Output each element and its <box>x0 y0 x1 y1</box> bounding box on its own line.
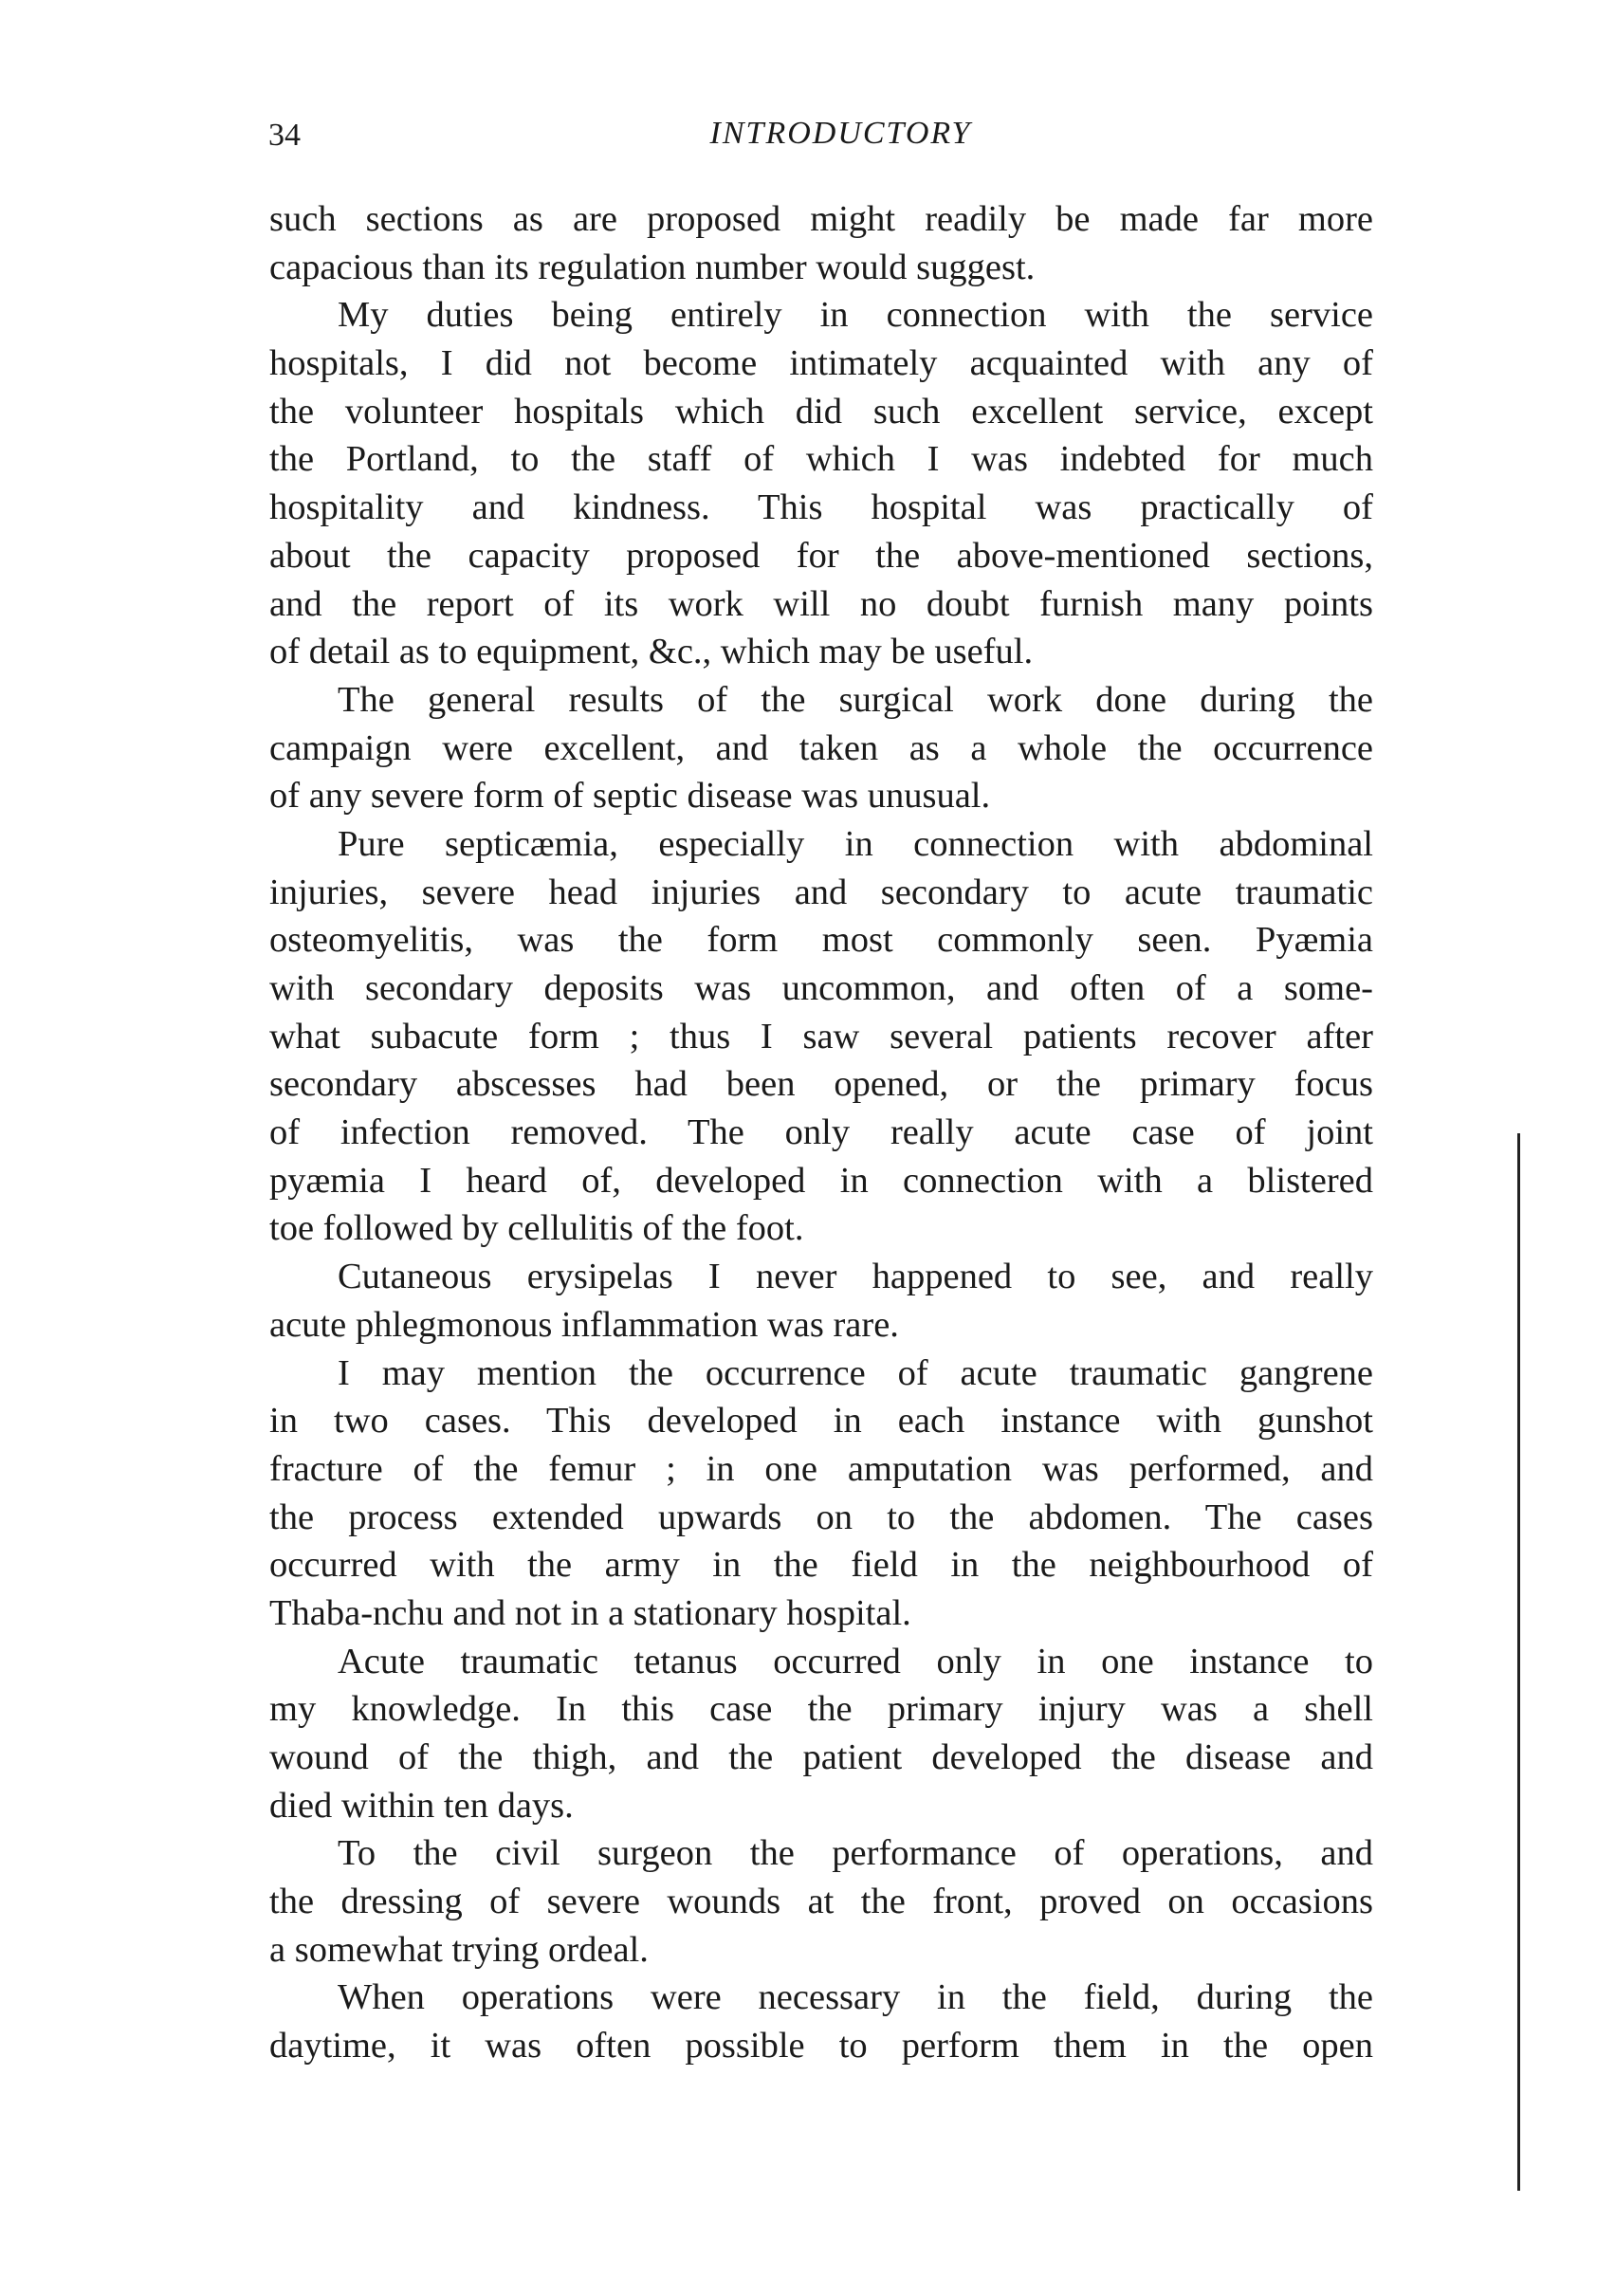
page-number: 34 <box>268 118 301 153</box>
text-line: toe followed by cellulitis of the foot. <box>269 1208 804 1249</box>
text-line: osteomyelitis, was the form most commonly seen. Pyæmia <box>269 920 1373 961</box>
text-line: and the report of its work will no doubt furnish many points <box>269 583 1373 624</box>
text-line: of any severe form of septic disease was unusual. <box>269 776 991 817</box>
text-line: the Portland, to the staff of which I was indebted for much <box>269 439 1373 480</box>
text-line: with secondary deposits was uncommon, and often of a some- <box>269 968 1373 1008</box>
text-line: the volunteer hospitals which did such excellent service, except <box>269 391 1373 432</box>
text-line: a somewhat trying ordeal. <box>269 1929 649 1970</box>
text-line: acute phlegmonous inflammation was rare. <box>269 1304 899 1345</box>
text-line: secondary abscesses had been opened, or the primary focus <box>269 1064 1373 1105</box>
text-line: Pure septicæmia, especially in connection with abdominal <box>338 823 1373 864</box>
text-line: hospitality and kindness. This hospital was practically of <box>269 487 1373 528</box>
text-line: died within ten days. <box>269 1785 574 1826</box>
text-line: campaign were excellent, and taken as a whole the occurrence <box>269 727 1373 768</box>
text-line: the dressing of severe wounds at the front, proved on occasions <box>269 1882 1373 1922</box>
text-line: The general results of the surgical work done during the <box>338 679 1373 720</box>
text-line: Acute traumatic tetanus occurred only in one instance to <box>338 1641 1373 1681</box>
text-line: pyæmia I heard of, developed in connection with a blistered <box>269 1160 1373 1201</box>
text-line: of infection removed. The only really acute case of joint <box>269 1112 1373 1153</box>
text-line: My duties being entirely in connection with the service <box>338 295 1373 336</box>
text-line: I may mention the occurrence of acute traumatic gangrene <box>338 1352 1373 1393</box>
text-line: When operations were necessary in the field, during the <box>338 1977 1373 2018</box>
text-line: such sections as are proposed might readily be made far more <box>269 199 1373 239</box>
text-line: capacious than its regulation number would suggest. <box>269 247 1036 287</box>
text-line: fracture of the femur ; in one amputation was performed, and <box>269 1448 1373 1489</box>
text-line: injuries, severe head injuries and secondary to acute traumatic <box>269 872 1373 912</box>
text-line: daytime, it was often possible to perform them in the open <box>269 2026 1373 2066</box>
text-line: Thaba-nchu and not in a stationary hospital. <box>269 1592 911 1633</box>
text-line: wound of the thigh, and the patient developed the disease and <box>269 1737 1373 1777</box>
running-title: INTRODUCTORY <box>709 116 972 151</box>
text-line: Cutaneous erysipelas I never happened to see, and really <box>338 1257 1373 1297</box>
text-line: in two cases. This developed in each instance with gunshot <box>269 1401 1373 1442</box>
text-line: occurred with the army in the field in the neighbourhood of <box>269 1545 1373 1586</box>
text-line: my knowledge. In this case the primary injury was a shell <box>269 1689 1373 1730</box>
text-line: the process extended upwards on to the abdomen. The cases <box>269 1497 1373 1537</box>
text-line: hospitals, I did not become intimately acquainted with any of <box>269 343 1373 384</box>
text-line: of detail as to equipment, &c., which may be useful. <box>269 632 1034 672</box>
page-body-text <box>269 195 1373 2070</box>
text-line: what subacute form ; thus I saw several patients recover after <box>269 1016 1373 1056</box>
text-line: To the civil surgeon the performance of operations, and <box>338 1833 1373 1874</box>
text-line: about the capacity proposed for the above-mentioned sections, <box>269 535 1373 576</box>
margin-scan-mark <box>1517 1133 1520 2191</box>
